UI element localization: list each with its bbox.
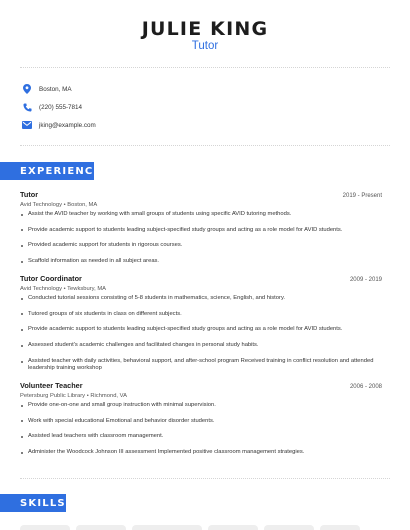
- skill-pill: [264, 525, 314, 530]
- header-divider: [20, 67, 390, 68]
- section-divider: [20, 478, 390, 479]
- bullet-item: Provided academic support for students in rigorous courses.: [20, 242, 382, 249]
- skill-pill: [20, 525, 70, 530]
- job-title: Volunteer Teacher: [20, 381, 83, 390]
- job-organization: Avid Technology • Tewksbury, MA: [20, 286, 107, 292]
- skill-pill: [208, 525, 258, 530]
- job-entry: [20, 381, 382, 465]
- bullet-item: Scaffold information as needed in all subject areas.: [20, 258, 382, 265]
- phone-icon: [22, 102, 32, 112]
- bullet-item: Assist the AVID teacher by working with small groups of students using specific AVID tutoring methods.: [20, 211, 382, 218]
- job-bullets: [20, 402, 382, 457]
- contact-email: [22, 119, 96, 131]
- job-organization: Avid Technology • Boston, MA: [20, 202, 98, 208]
- job-bullets: [20, 295, 382, 373]
- section-header-skills: SKILLS: [0, 494, 66, 512]
- contact-location-text: Boston, MA: [39, 85, 72, 93]
- contact-divider: [20, 145, 390, 146]
- job-title: Tutor: [20, 190, 39, 199]
- job-entry: [20, 190, 382, 274]
- skill-pill: [132, 525, 202, 530]
- bullet-item: Provide academic support to students leading subject-specified study groups and acting as a role model for AVID students.: [20, 227, 382, 234]
- bullet-item: Assisted teacher with daily activities, behavioral support, and after-school program Received training in conflict resolution and attended leadership training workshop: [20, 358, 382, 373]
- bullet-item: Tutored groups of six students in class on different subjects.: [20, 311, 382, 318]
- contact-phone-text: (220) 555-7814: [39, 103, 83, 111]
- resume-job-title: Tutor: [191, 40, 219, 52]
- job-dates: 2006 - 2008: [349, 384, 382, 390]
- job-organization: Petersburg Public Library • Richmond, VA: [20, 393, 127, 399]
- bullet-item: Provide academic support to students leading subject-specified study groups and acting as a role model for AVID students.: [20, 326, 382, 333]
- bullet-item: Administer the Woodcock Johnson III assessment Implemented positive classroom management strategies.: [20, 449, 382, 456]
- bullet-item: Assessed student's academic challenges and facilitated changes in personal study habits.: [20, 342, 382, 349]
- map-pin-icon: [22, 84, 32, 94]
- job-title: Tutor Coordinator: [20, 274, 82, 283]
- job-entry: [20, 274, 382, 381]
- job-bullets: [20, 211, 382, 266]
- bullet-item: Work with special educational Emotional and behavior disorder students.: [20, 418, 382, 425]
- bullet-item: Conducted tutorial sessions consisting of 5-8 students in mathematics, science, English, and history.: [20, 295, 382, 302]
- envelope-icon: [22, 120, 32, 130]
- contact-location: [22, 83, 72, 95]
- job-dates: 2009 - 2019: [349, 277, 382, 283]
- bullet-item: Provide one-on-one and small group instruction with minimal supervision.: [20, 402, 382, 409]
- skills-list: [20, 525, 360, 530]
- contact-email-text: jking@example.com: [39, 121, 96, 129]
- section-header-experience: EXPERIENCE: [0, 162, 94, 180]
- bullet-item: Assisted lead teachers with classroom management.: [20, 433, 382, 440]
- resume-name: JULIE KING: [141, 18, 269, 40]
- skill-pill: [76, 525, 126, 530]
- contact-phone: [22, 101, 82, 113]
- skill-pill: [320, 525, 360, 530]
- job-dates: 2019 - Present: [342, 193, 382, 199]
